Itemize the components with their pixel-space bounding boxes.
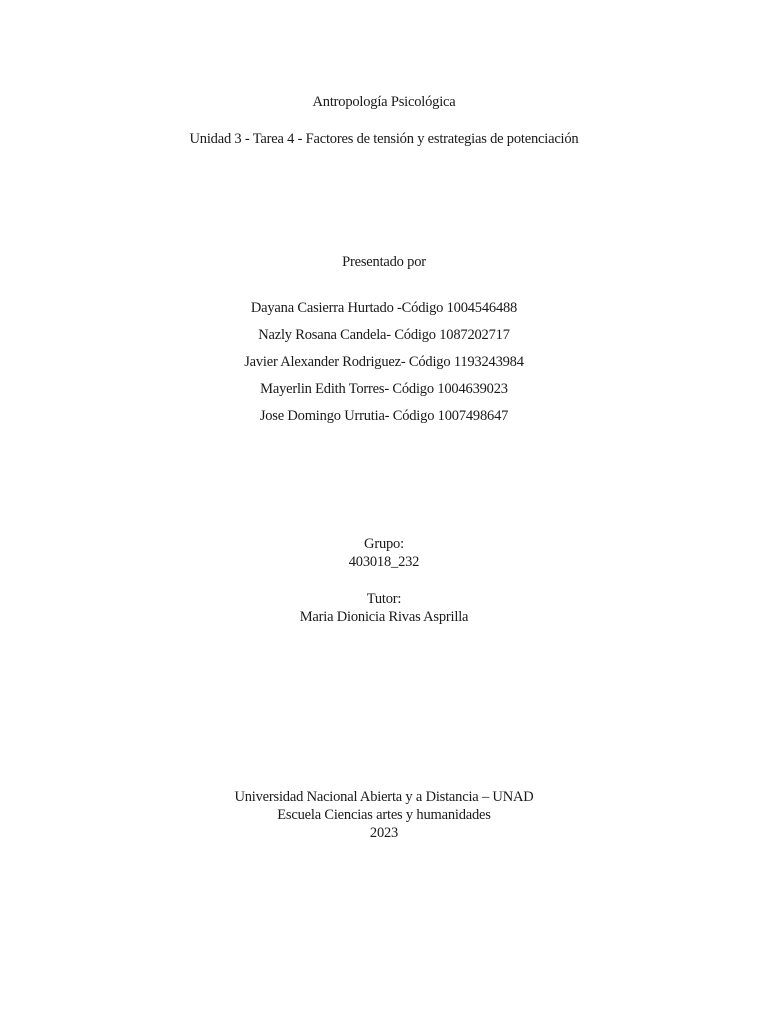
group-value: 403018_232 <box>348 554 420 570</box>
author-line: Dayana Casierra Hurtado -Código 1004546488 <box>250 300 518 316</box>
author-line: Mayerlin Edith Torres- Código 1004639023 <box>260 381 508 397</box>
author-line: Jose Domingo Urrutia- Código 1007498647 <box>259 408 509 424</box>
year: 2023 <box>369 825 399 841</box>
tutor-label: Tutor: <box>366 591 402 607</box>
author-line: Javier Alexander Rodriguez- Código 1193243984 <box>244 354 524 370</box>
course-title: Antropología Psicológica <box>312 94 456 110</box>
presented-by-label: Presentado por <box>342 254 426 270</box>
tutor-name: Maria Dionicia Rivas Asprilla <box>299 609 469 625</box>
author-line: Nazly Rosana Candela- Código 1087202717 <box>258 327 510 343</box>
assignment-title: Unidad 3 - Tarea 4 - Factores de tensión y estrategias de potenciación <box>189 131 579 147</box>
school-name: Escuela Ciencias artes y humanidades <box>277 807 491 823</box>
group-label: Grupo: <box>364 536 404 552</box>
university-name: Universidad Nacional Abierta y a Distancia – UNAD <box>234 789 534 805</box>
